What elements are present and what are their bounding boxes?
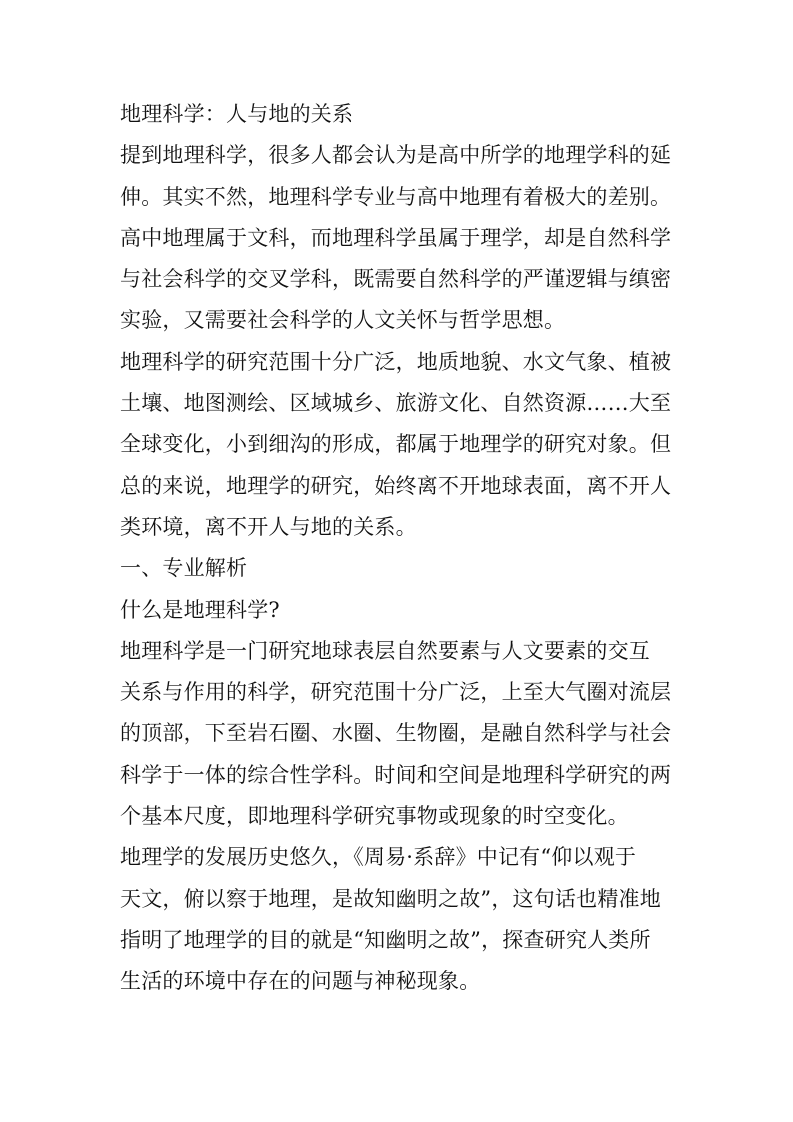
paragraph xyxy=(120,135,680,341)
text-line: 全球变化，小到细沟的形成，都属于地理学的研究对象。但 xyxy=(120,432,672,457)
text-line: 地理科学的研究范围十分广泛，地质地貌、水文气象、植被 xyxy=(120,349,672,374)
subheading: 什么是地理科学? xyxy=(120,597,280,622)
text-line: 天文，俯以察于地理，是故知幽明之故”，这句话也精准地 xyxy=(120,886,661,911)
text-line: 科学于一体的综合性学科。时间和空间是地理科学研究的两 xyxy=(120,762,672,787)
text-line: 总的来说，地理学的研究，始终离不开地球表面，离不开人 xyxy=(120,473,672,498)
text-line: 提到地理科学，很多人都会认为是高中所学的地理学科的延 xyxy=(120,143,672,168)
text-line: 实验，又需要社会科学的人文关怀与哲学思想。 xyxy=(120,308,566,333)
text-line: 土壤、地图测绘、区域城乡、旅游文化、自然资源……大至 xyxy=(120,391,672,416)
paragraph xyxy=(120,837,680,1002)
text-line: 与社会科学的交叉学科，既需要自然科学的严谨逻辑与缜密 xyxy=(120,267,672,292)
text-line: 高中地理属于文科，而地理科学虽属于理学，却是自然科学 xyxy=(120,225,672,250)
document-title: 地理科学：人与地的关系 xyxy=(120,102,354,126)
text-line: 关系与作用的科学，研究范围十分广泛，上至大气圈对流层 xyxy=(120,680,672,705)
paragraph xyxy=(120,631,680,837)
paragraph xyxy=(120,342,680,548)
text-line: 指明了地理学的目的就是“知幽明之故”，探查研究人类所 xyxy=(120,927,651,952)
text-line: 的顶部，下至岩石圈、水圈、生物圈，是融自然科学与社会 xyxy=(120,721,672,746)
text-line: 类环境，离不开人与地的关系。 xyxy=(120,514,417,539)
text-line: 地理科学是一门研究地球表层自然要素与人文要素的交互 xyxy=(120,638,650,663)
text-line: 生活的环境中存在的问题与神秘现象。 xyxy=(120,969,481,994)
text-line: 地理学的发展历史悠久，《周易·系辞》中记有“仰以观于 xyxy=(120,845,637,870)
section-heading: 一、专业解析 xyxy=(120,556,248,581)
text-line: 伸。其实不然，地理科学专业与高中地理有着极大的差别。 xyxy=(120,184,672,209)
text-line: 个基本尺度，即地理科学研究事物或现象的时空变化。 xyxy=(120,804,629,829)
document-page xyxy=(120,94,680,1003)
